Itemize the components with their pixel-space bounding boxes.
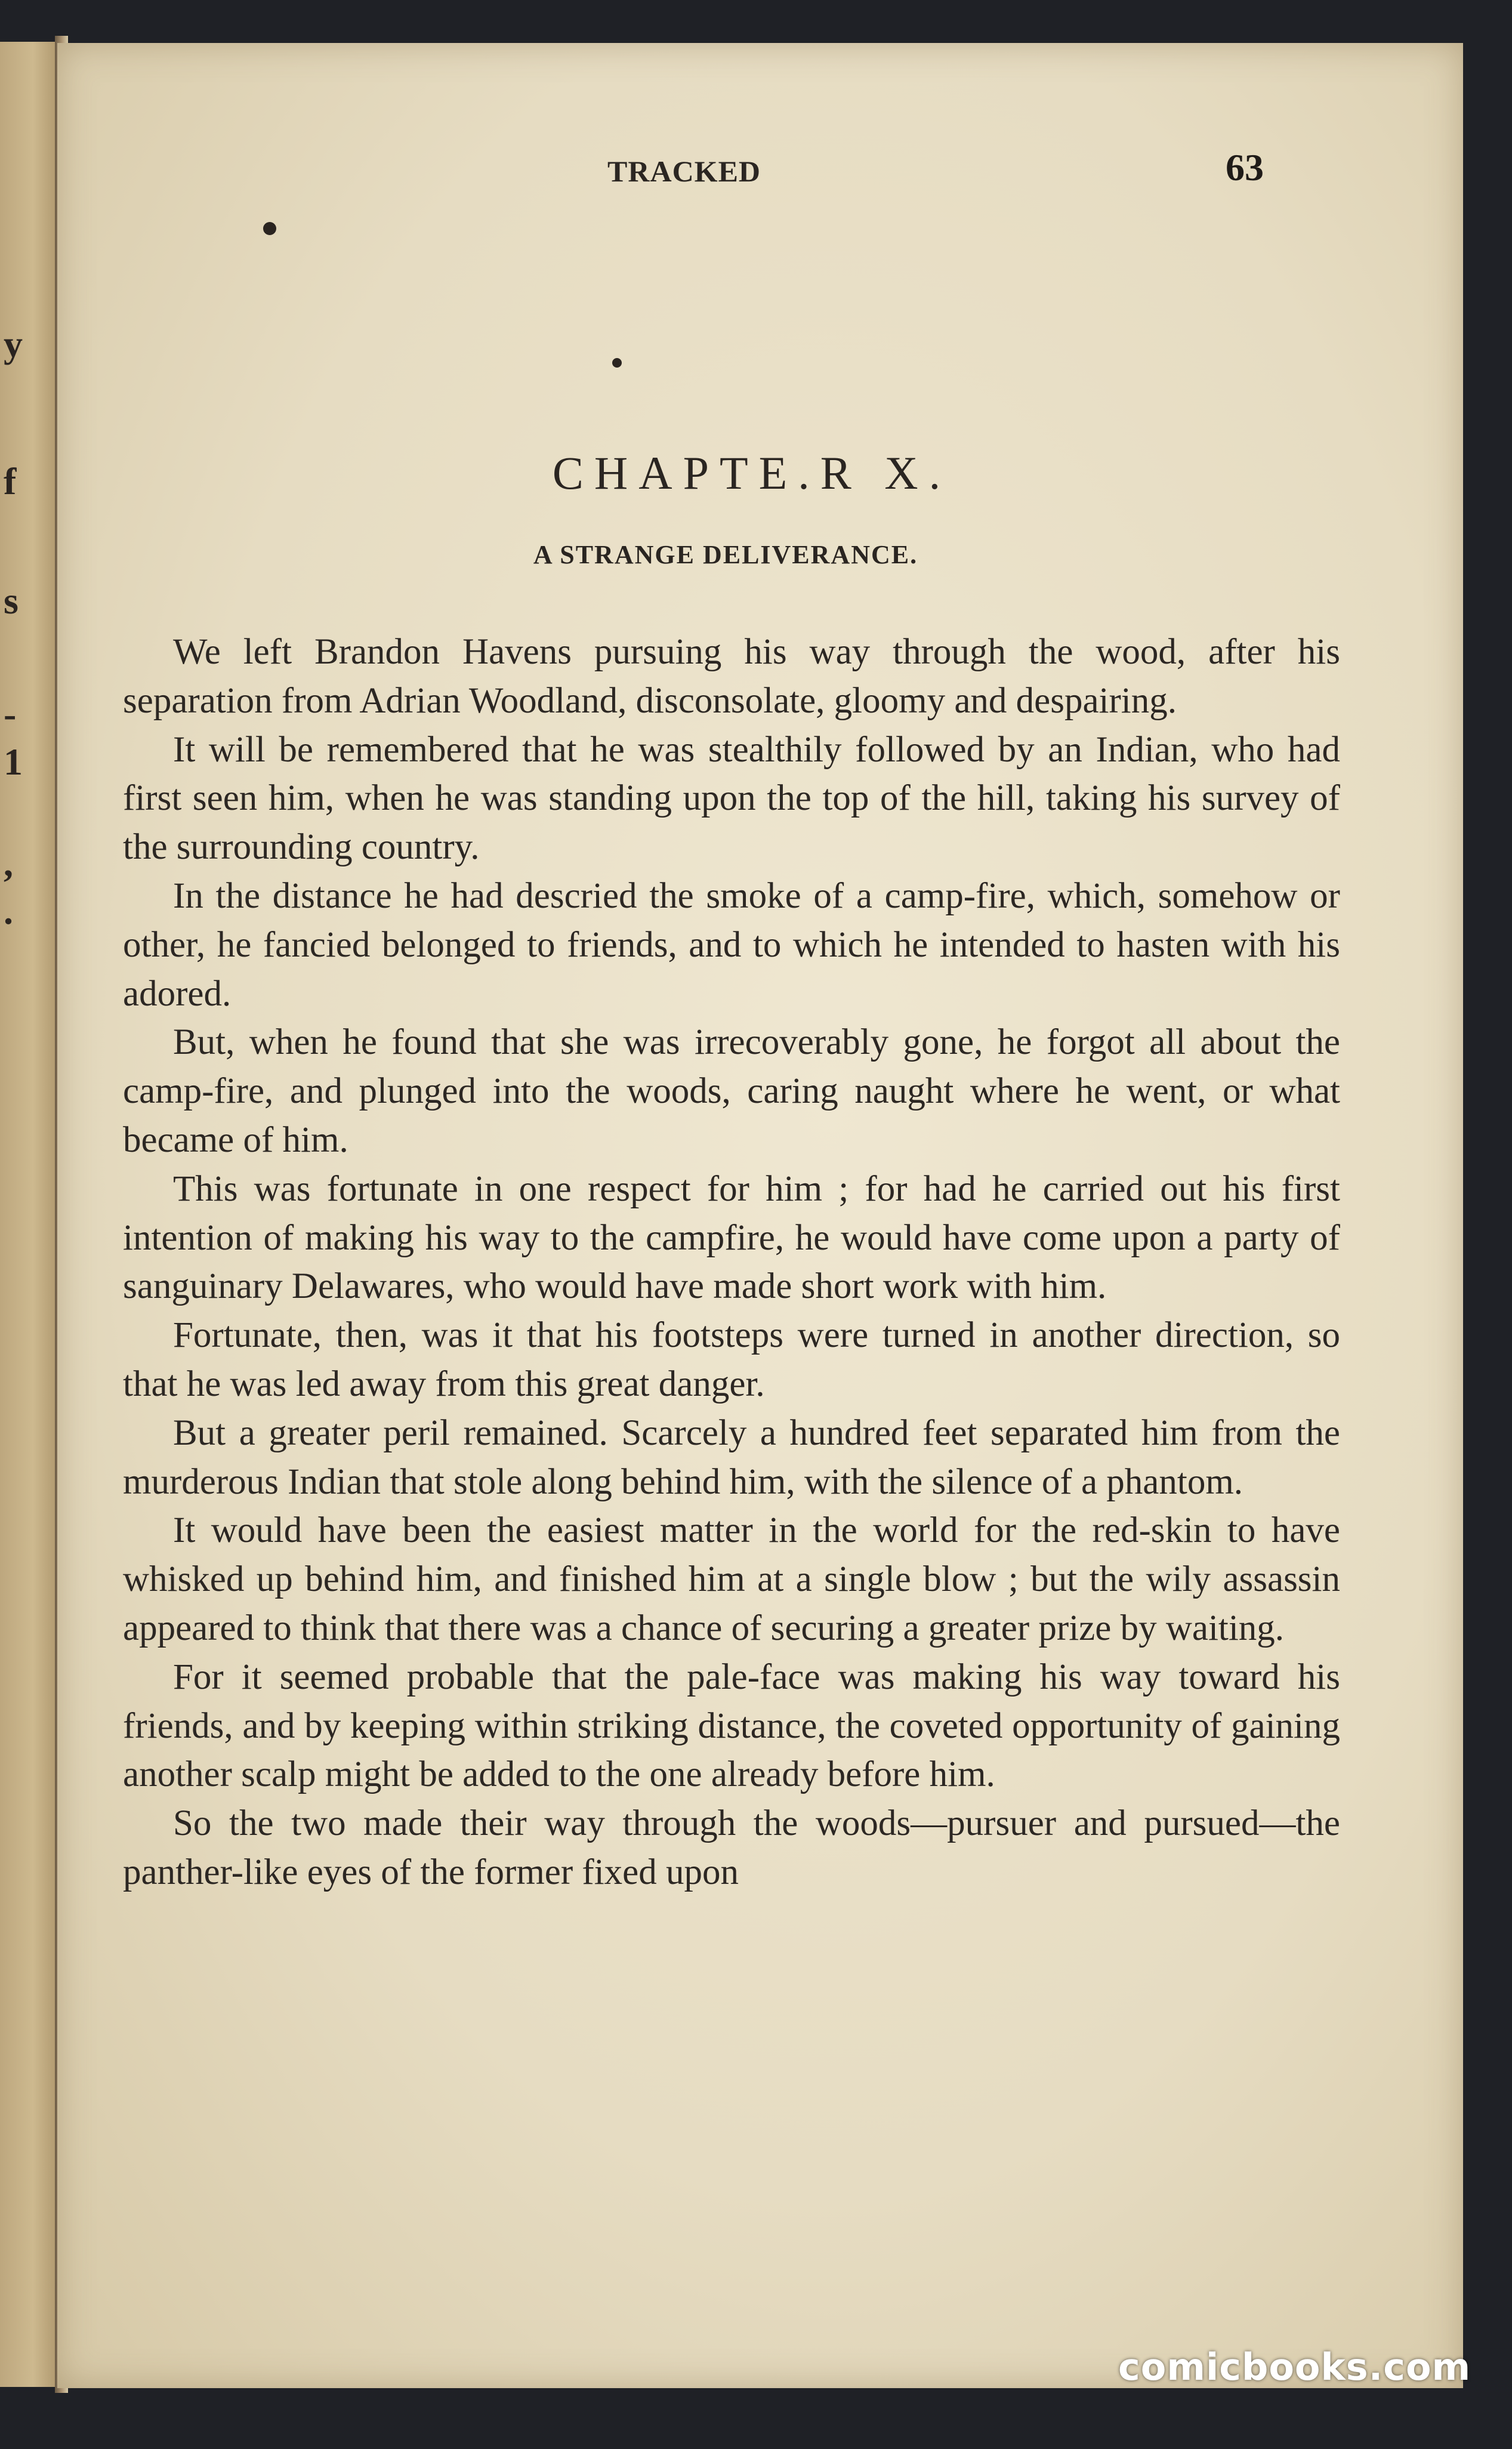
paragraph: Fortunate, then, was it that his footsteps were turned in another direction, so that he was led away from this great danger.	[123, 1315, 1340, 1404]
ink-speck	[612, 358, 622, 368]
book-page	[57, 43, 1463, 2388]
paragraph: We left Brandon Havens pursuing his way through the wood, after his separation from Adrian Woodland, disconsolate, gloomy and despairing.	[123, 632, 1340, 721]
left-page-fragment: -	[4, 693, 17, 735]
paragraph: It would have been the easiest matter in the world for the red-skin to have whisked up behind him, and finished him at a single blow ; but the wily assassin appeared to think that there was a chance of securing a greater prize by waiting.	[123, 1510, 1340, 1648]
paragraph: In the distance he had descried the smoke of a camp-fire, which, somehow or other, he fancied belonged to friends, and to which he intended to hasten with his adored.	[123, 875, 1340, 1014]
site-watermark: comicbooks.com	[1118, 2345, 1471, 2389]
left-page-fragment: ,	[4, 842, 13, 884]
paragraph: But a greater peril remained. Scarcely a hundred feet separated him from the murderous Indian that stole along behind him, with the silence of a phantom.	[123, 1412, 1340, 1502]
paragraph: But, when he found that she was irrecoverably gone, he forgot all about the camp-fire, and plunged into the woods, caring naught where he went, or what became of him.	[123, 1022, 1340, 1160]
paragraph: For it seemed probable that the pale-face was making his way toward his friends, and by keeping within striking distance, the coveted opportunity of gaining another scalp might be added to the one already before him.	[123, 1657, 1340, 1795]
paragraph: This was fortunate in one respect for him ; for had he carried out his first intention of making his way to the campfire, he would have come upon a party of sanguinary Delawares, who would have made short work with him.	[123, 1168, 1340, 1307]
page-number: 63	[1226, 146, 1264, 189]
chapter-title: CHAPTE.R X.	[552, 447, 952, 499]
left-page-strip	[0, 42, 55, 2387]
running-title: TRACKED	[607, 155, 761, 188]
left-page-fragment: y	[4, 323, 23, 365]
paragraph: So the two made their way through the woods—pursuer and pursued—the panther-like eyes of the former fixed upon	[123, 1803, 1340, 1892]
left-page-fragment: f	[4, 460, 17, 502]
ink-speck	[263, 222, 276, 235]
paragraph: It will be remembered that he was stealthily followed by an Indian, who had first seen him, when he was standing upon the top of the hill, taking his survey of the surrounding country.	[123, 729, 1340, 868]
running-head	[57, 146, 1463, 214]
left-page-fragment: .	[4, 890, 13, 932]
left-page-fragment: 1	[4, 741, 23, 783]
left-page-fragment: s	[4, 579, 18, 622]
chapter-subtitle: A STRANGE DELIVERANCE.	[533, 540, 918, 569]
body-text	[123, 628, 1340, 1897]
